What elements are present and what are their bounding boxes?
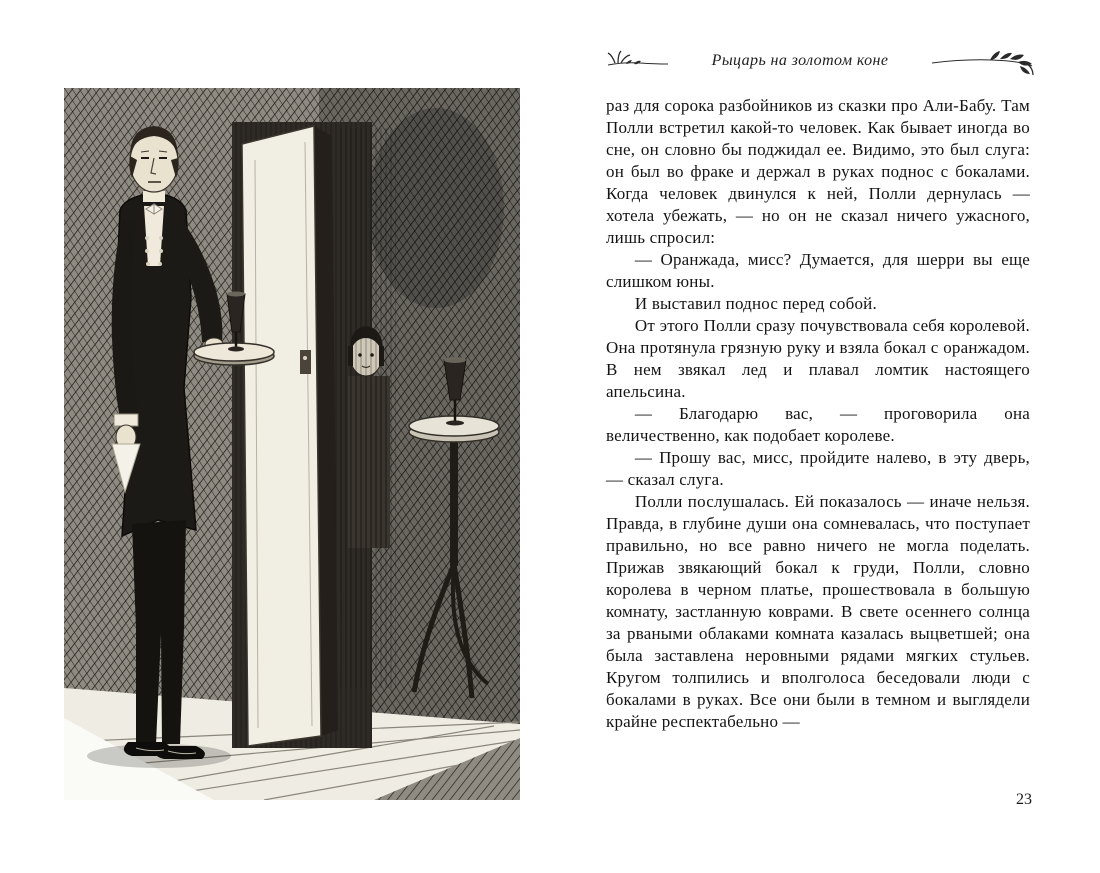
- paragraph: От этого Полли сразу почувствовала себя королевой. Она протянула грязную руку и взяла бокал с оранжадом. В нем звякал лед и плавал ломтик настоящего апельсина.: [606, 316, 1030, 401]
- text-page: [606, 0, 1034, 873]
- illustration-butler-scene: [64, 88, 520, 800]
- header-ornament-right-icon: [930, 44, 1034, 78]
- paragraph: И выставил поднос перед собой.: [634, 294, 877, 313]
- paragraph: Полли послушалась. Ей показалось — иначе нельзя. Правда, в глубине души она сомневалась, что поступает правильно, но все равно ничего не могла поделать. Прижав звякающий бокал к груди, Полли, словно королева в черном платье, прошествовала в большую комнату, застланную коврами. В свете осеннего солнца за рваными облаками комната казалась выцветшей; она была заставлена неровными рядами мягких стульев. Кругом толпились и вполголоса беседовали люди с бокалами в руках. Все они были в темном и выглядели крайне респектабельно —: [606, 492, 1030, 731]
- page-number: 23: [1016, 791, 1032, 808]
- body-text: [606, 95, 1030, 733]
- header-ornament-left-icon: [606, 48, 670, 74]
- running-head: [606, 44, 1034, 78]
- paragraph: — Оранжада, мисс? Думается, для шерри вы еще слишком юны.: [606, 250, 1030, 291]
- paragraph: — Прошу вас, мисс, пройдите налево, в эту дверь, — сказал слуга.: [606, 448, 1030, 489]
- paragraph: — Благодарю вас, — проговорила она величественно, как подобает королеве.: [606, 404, 1030, 445]
- running-head-title: Рыцарь на золотом коне: [711, 52, 889, 69]
- illustration-drawing: [64, 88, 520, 800]
- paragraph: раз для сорока разбойников из сказки про Али-Бабу. Там Полли встретил какой-то человек. Как бывает иногда во сне, он словно бы поджидал ее. Видимо, это был слуга: он был во фраке и держал в руках поднос с бокалами. Когда человек двинулся к ней, Полли дернулась — хотела убежать, — но он не сказал ничего ужасного, лишь спросил:: [606, 96, 1030, 247]
